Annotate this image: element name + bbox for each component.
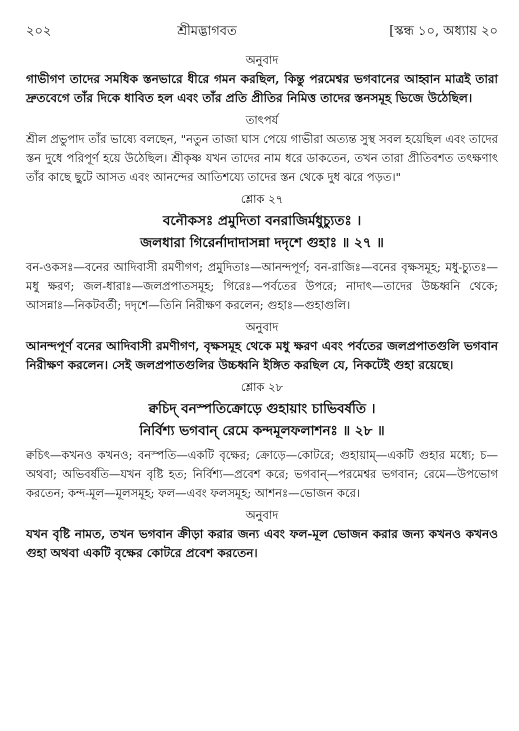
verse-line: জলধারা গিরের্নাদাদাসন্না দদৃশে গুহাঃ ॥ ২৭ ॥ — [140, 235, 384, 251]
verse-line: নির্বিশ্য ভগবান্ রেমে কন্দমূলফলাশনঃ ॥ ২৮ ॥ — [139, 423, 385, 439]
section-verse-28 — [26, 379, 498, 563]
translation-text: আনন্দপূর্ণ বনের আদিবাসী রমণীগণ, বৃক্ষসমূহ থেকে মধু ক্ষরণ এবং পর্বতের জলপ্রপাতগুলি ভগবান নিরীক্ষণ করলেন। সেই জলপ্রপাতগুলির উচ্চধ্বনি ইঙ্গিত করছিল যে, নিকটেই গুহা রয়েছে। — [26, 339, 498, 372]
section-verse-26-commentary — [26, 52, 498, 187]
synonyms-text: বন-ওকসঃ—বনের আদিবাসী রমণীগণ; প্রমুদিতাঃ—আনন্দপূর্ণ; বন-রাজিঃ—বনের বৃক্ষসমূহ; মধু-চ্যুতঃ—মধু ক্ষরণ; জল-ধারাঃ—জলপ্রপাতসমূহ; গিরেঃ—পর্বতের উপরে; নাদাৎ—তাদের উচ্চধ্বনি থেকে; আসন্নাঃ—নিকটবর্তী; দদৃশে—তিনি নিরীক্ষণ করলেন; গুহাঃ—গুহাগুলি। — [26, 260, 498, 312]
purport-heading: তাৎপর্য — [245, 113, 279, 127]
sanskrit-verse — [26, 210, 498, 254]
verse-line: ক্বচিদ্ বনস্পতিক্রোড়ে গুহায়াং চাভিবর্ষতি । — [148, 401, 376, 417]
sanskrit-verse — [26, 398, 498, 442]
chapter-context: [স্কন্ধ ১০, অধ্যায় ২০ — [389, 24, 498, 39]
purport-text: শ্রীল প্রভুপাদ তাঁর ভাষ্যে বলছেন, "নতুন তাজা ঘাস পেয়ে গাভীরা অত্যন্ত সুস্থ সবল হয়েছিল এবং তাদের স্তন দুধে পরিপূর্ণ হয়ে উঠেছিল। শ্রীকৃষ্ণ যখন তাদের নাম ধরে ডাকতেন, তখন তারা প্রীতিবশত তৎক্ষণাৎ তাঁর কাছে ছুটে আসত এবং আনন্দের আতিশয্যে তাদের স্তন থেকে দুধ ঝরে পড়ত।" — [26, 132, 499, 184]
translation-text: গাভীগণ তাদের সমধিক স্তনভারে ধীরে গমন করছিল, কিন্তু পরমেশ্বর ভগবানের আহ্বান মাত্রই তারা দ্রুতবেগে তাঁর দিকে ধাবিত হল এবং তাঁর প্রতি প্রীতির নিমিত্ত তাদের স্তনসমূহ ভিজে উঠেছিল। — [26, 72, 498, 105]
synonyms-text: ক্বচিৎ—কখনও কখনও; বনস্পতি—একটি বৃক্ষের; ক্রোড়ে—কোটরে; গুহায়াম্—একটি গুহার মধ্যে; চ—অথবা; অভিবর্ষতি—যখন বৃষ্টি হত; নির্বিশ্য—প্রবেশ করে; ভগবান্—পরমেশ্বর ভগবান; রেমে—উপভোগ করতেন; কন্দ-মূল—মূলসমূহ; ফল—এবং ফলসমূহ; আশনঃ—ভোজন করে। — [26, 448, 498, 500]
verse-line: বনৌকসঃ প্রমুদিতা বনরাজির্মধুচ্যুতঃ । — [162, 213, 362, 229]
book-title: শ্রীমদ্ভাগবত — [177, 24, 237, 39]
translation-heading: অনুবাদ — [245, 320, 279, 334]
translation-text: যখন বৃষ্টি নামত, তখন ভগবান ক্রীড়া করার জন্য এবং ফল-মূল ভোজন করার জন্য কখনও কখনও গুহা অথবা একটি বৃক্ষের কোটরে প্রবেশ করতেন। — [26, 527, 498, 560]
sloka-heading: শ্লোক ২৭ — [240, 192, 284, 206]
book-page — [26, 22, 498, 563]
page-header — [26, 22, 498, 46]
translation-heading: অনুবাদ — [245, 53, 279, 67]
sloka-heading: শ্লোক ২৮ — [240, 380, 284, 394]
page-number: ২০২ — [26, 24, 52, 39]
section-verse-27 — [26, 191, 498, 375]
translation-heading: অনুবাদ — [245, 508, 279, 522]
